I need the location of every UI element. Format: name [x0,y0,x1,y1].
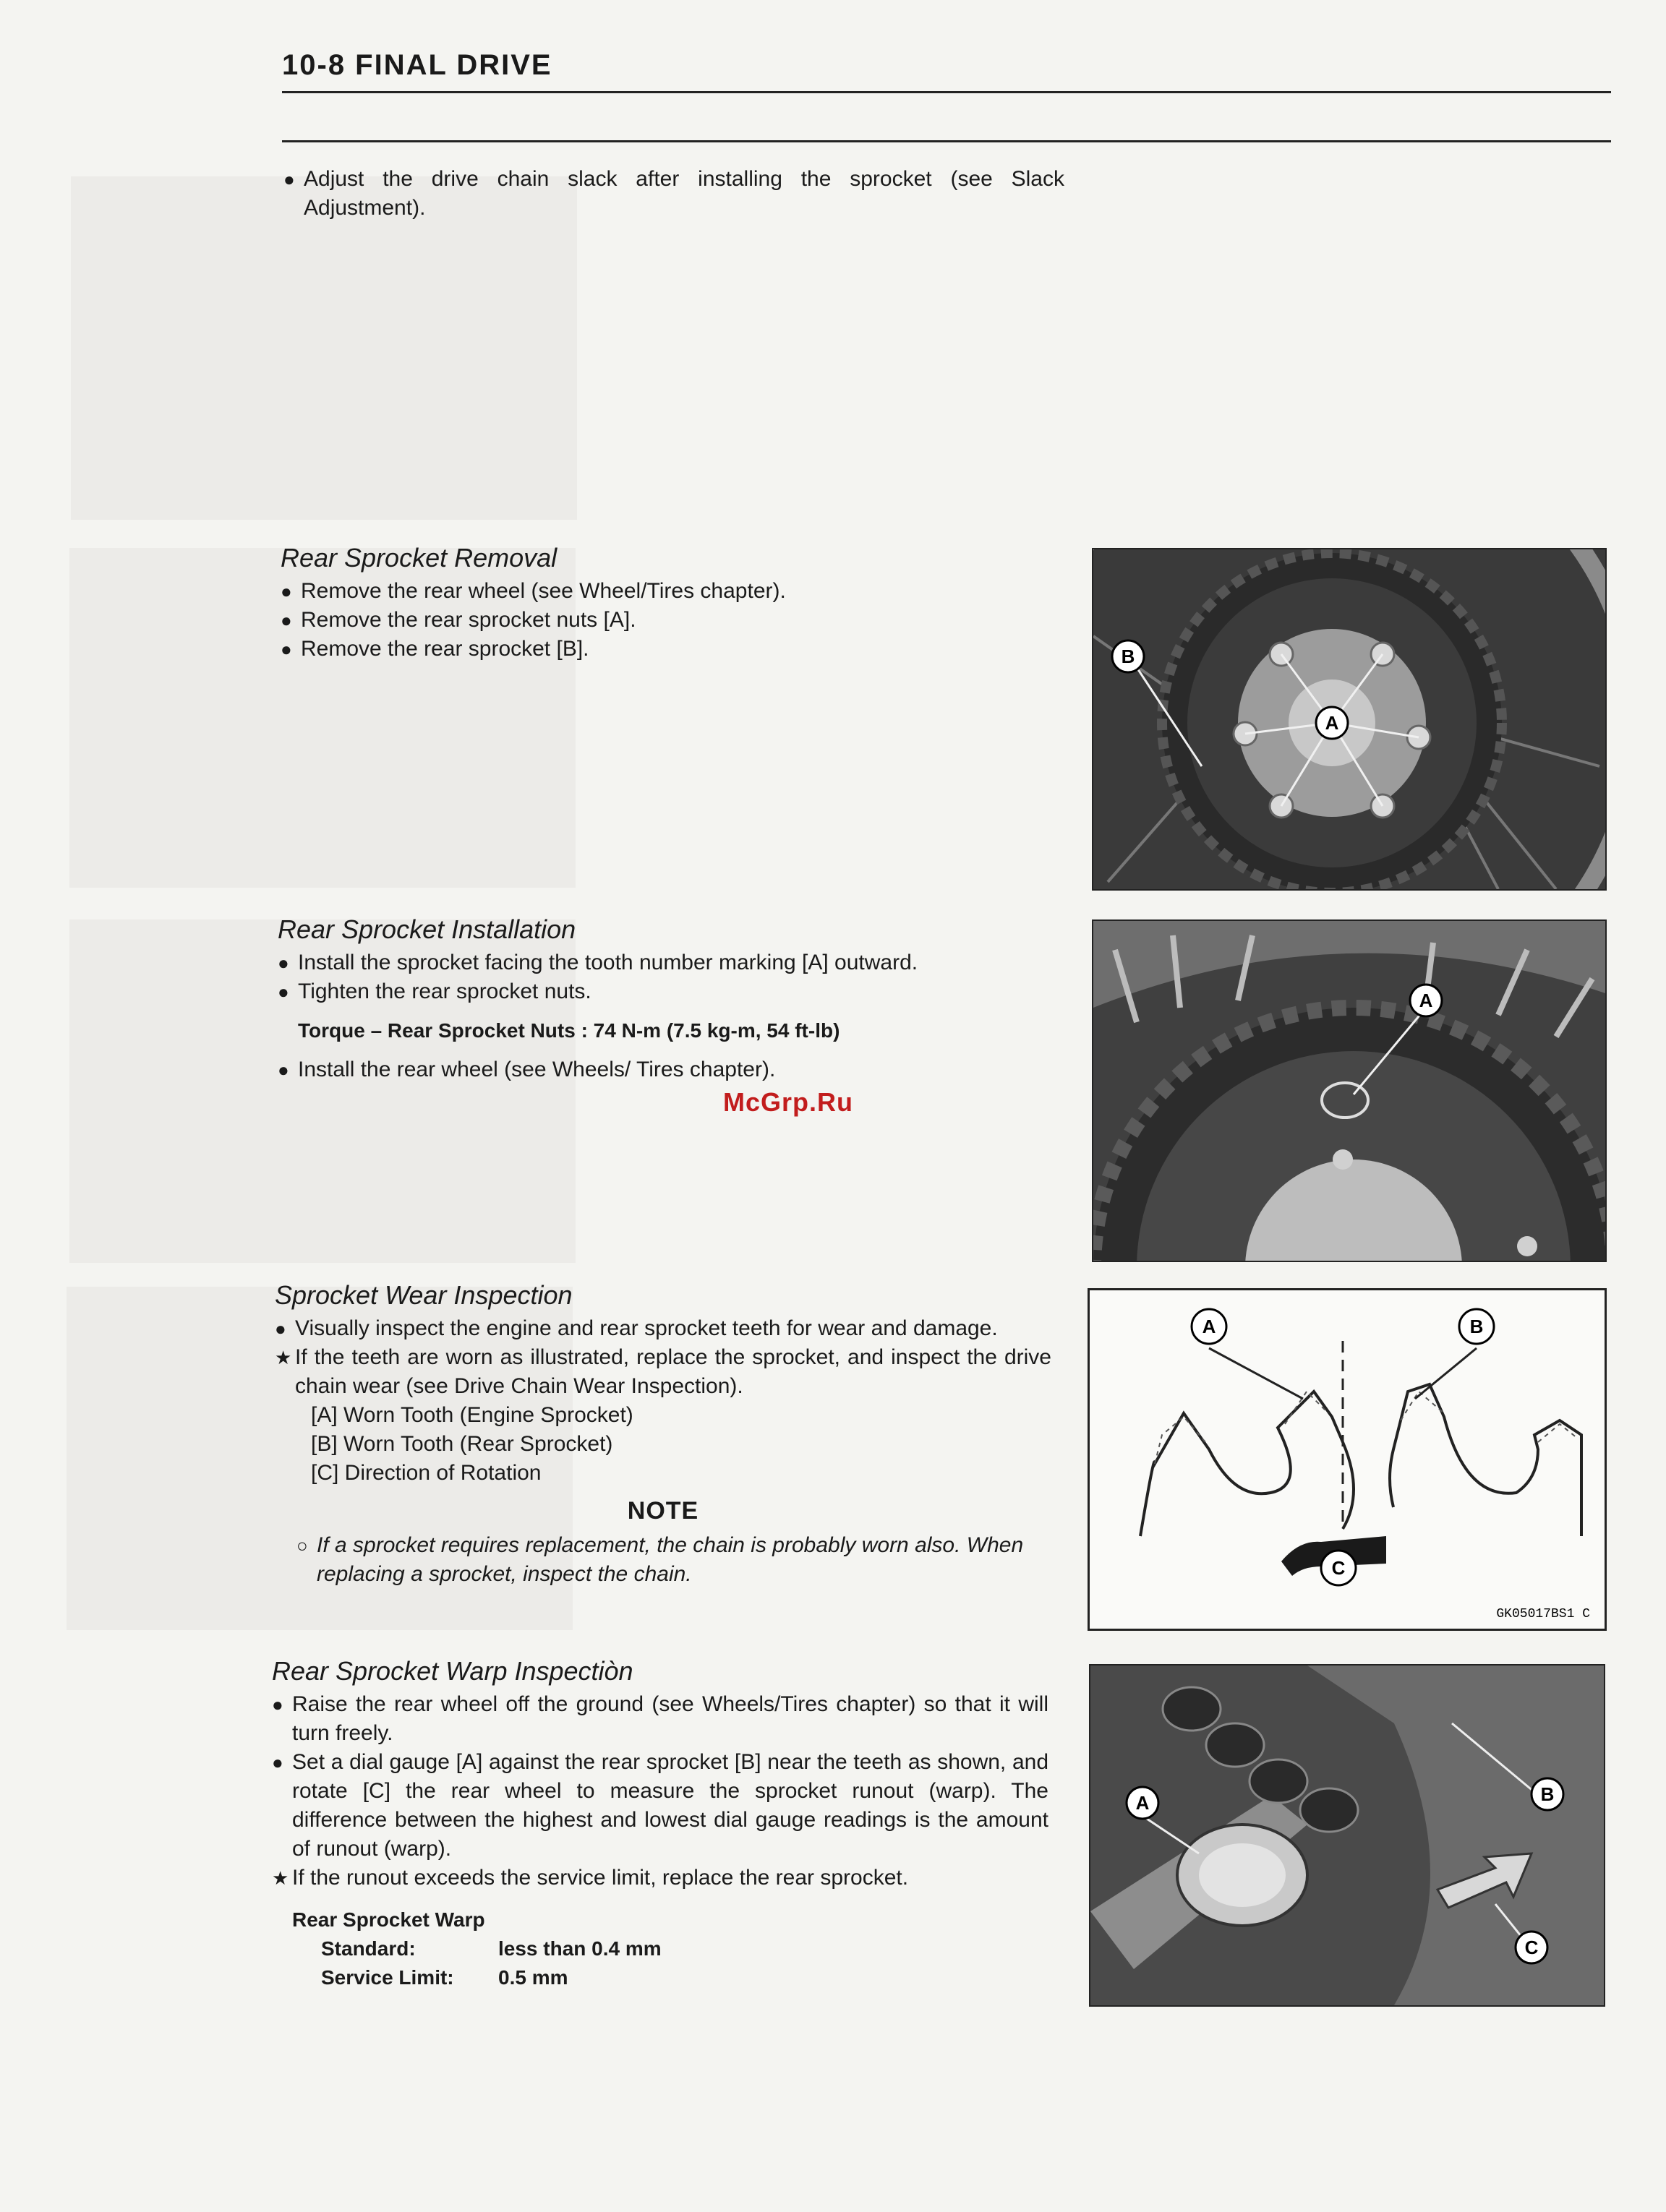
list-item [278,1055,1080,1084]
bullet-symbol: ● [278,952,289,974]
note-text: If a sprocket requires replacement, the chain is probably worn also. When replacing a sprocket, inspect the chain. [317,1533,1024,1586]
star-symbol: ★ [275,1347,292,1368]
spec-row-standard [321,1934,1048,1963]
site-watermark: McGrp.Ru [723,1087,854,1117]
list-item [278,977,1080,1006]
spec-label: Service Limit: [321,1966,454,1989]
bullet-symbol: ● [278,981,289,1003]
spec-label: Standard: [321,1937,416,1960]
list-item [272,1690,1048,1748]
note-title: NOTE [627,1497,699,1525]
removal-heading: Rear Sprocket Removal [281,543,558,573]
installation-step-2: Tighten the rear sprocket nuts. [298,979,591,1003]
bullet-symbol: ● [281,609,292,631]
callout-c [1321,1551,1356,1585]
svg-text:A: A [1419,990,1433,1011]
bullet-symbol: ● [283,168,295,190]
callout-b [1459,1309,1494,1344]
wear-step: Visually inspect the engine and rear sprocket teeth for wear and damage. [295,1316,998,1340]
bullet-symbol: ● [281,638,292,660]
callout-b [1112,640,1144,672]
header-rule [282,91,1611,93]
list-item [275,1343,1051,1401]
svg-text:C: C [1331,1557,1346,1579]
wear-section [275,1279,1051,1589]
svg-text:A: A [1135,1792,1150,1814]
removal-photo [1092,548,1607,891]
spec-row-service-limit [321,1963,1048,1992]
removal-step-1: Remove the rear wheel (see Wheel/Tires chapter). [301,579,786,603]
torque-spec: Torque – Rear Sprocket Nuts : 74 N-m (7.5 kg-m, 54 ft-lb) [298,1019,840,1042]
list-item [281,606,1076,635]
bullet-symbol: ● [272,1752,283,1773]
bullet-symbol: ● [281,580,292,602]
wear-condition: If the teeth are worn as illustrated, replace the sprocket, and inspect the drive chain wear (see Drive Chain Wear Inspection). [295,1345,1051,1398]
note [296,1531,1051,1589]
installation-photo [1092,919,1607,1262]
svg-text:A: A [1325,712,1339,734]
wear-heading: Sprocket Wear Inspection [275,1280,573,1310]
svg-text:B: B [1469,1316,1484,1337]
installation-heading: Rear Sprocket Installation [278,914,576,944]
bullet-symbol: ● [278,1059,289,1081]
callout-a [1127,1787,1158,1819]
wear-label-c: [C] Direction of Rotation [311,1461,542,1485]
spec-value: less than 0.4 mm [498,1937,662,1960]
svg-text:C: C [1524,1937,1539,1958]
list-item [272,1864,1048,1892]
warp-condition: If the runout exceeds the service limit, replace the rear sprocket. [292,1866,909,1890]
list-item [283,165,1064,223]
callout-a [1192,1309,1226,1344]
list-item [272,1748,1048,1864]
warp-heading: Rear Sprocket Warp Inspectiòn [272,1656,633,1686]
list-item [278,948,1080,977]
installation-section [278,914,1080,1084]
removal-step-2: Remove the rear sprocket nuts [A]. [301,608,636,632]
svg-text:B: B [1540,1783,1555,1805]
callout-b [1532,1778,1563,1810]
svg-text:A: A [1202,1316,1216,1337]
warp-spec-title: Rear Sprocket Warp [292,1908,485,1931]
wear-label-a: [A] Worn Tooth (Engine Sprocket) [311,1403,633,1427]
list-item [281,635,1076,664]
callout-a [1316,707,1348,739]
warp-section [272,1655,1048,1992]
bullet-symbol: ● [275,1318,286,1339]
warp-photo [1089,1664,1605,2007]
svg-text:B: B [1121,646,1135,667]
installation-step-1: Install the sprocket facing the tooth number marking [A] outward. [298,951,918,974]
header-rule-lower [282,140,1611,142]
bullet-symbol: ● [272,1694,283,1715]
wear-label-b: [B] Worn Tooth (Rear Sprocket) [311,1432,613,1456]
intro-text: Adjust the drive chain slack after installing the sprocket (see Slack Adjustment). [304,167,1064,220]
removal-section [281,542,1076,664]
note-symbol: ○ [296,1535,308,1556]
warp-step-1: Raise the rear wheel off the ground (see Wheels/Tires chapter) so that it will turn freely. [292,1692,1048,1745]
list-item [275,1314,1051,1343]
warp-step-2: Set a dial gauge [A] against the rear sprocket [B] near the teeth as shown, and rotate [C] the rear wheel to measure the sprocket runout (warp). The difference between the highest and lowest dial gauge readings is the amount of runout (warp). [292,1750,1048,1861]
tooth-wear-diagram [1088,1288,1607,1631]
bleed-through-patch [71,176,577,520]
star-symbol: ★ [272,1867,289,1889]
callout-c [1516,1932,1547,1963]
figure-code: GK05017BS1 C [1496,1607,1590,1621]
page-title: 10-8 FINAL DRIVE [282,49,552,81]
callout-a [1410,985,1442,1016]
removal-step-3: Remove the rear sprocket [B]. [301,637,589,661]
spec-value: 0.5 mm [498,1966,568,1989]
list-item [281,577,1076,606]
intro-section [283,165,1064,223]
installation-step-3: Install the rear wheel (see Wheels/ Tires chapter). [298,1058,776,1081]
